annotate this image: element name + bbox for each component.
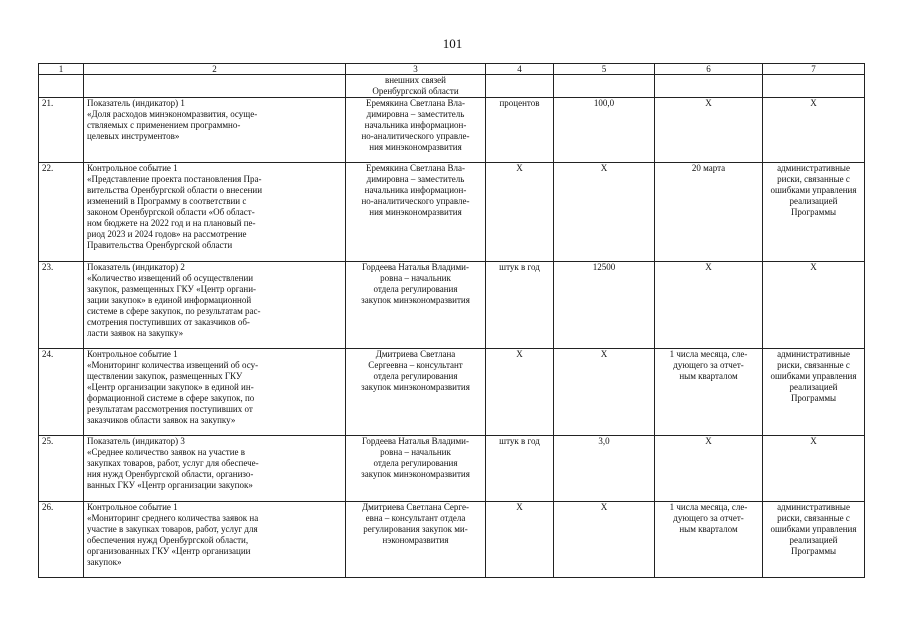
row-number: 21. bbox=[39, 98, 84, 163]
row-value: 3,0 bbox=[554, 436, 655, 502]
row-deadline: X bbox=[655, 262, 763, 349]
header-col-3: 3 bbox=[346, 64, 486, 75]
page-number: 101 bbox=[442, 36, 463, 51]
header-col-7: 7 bbox=[763, 64, 865, 75]
row-deadline: 1 числа месяца, сле- дующего за отчет- ным кварталом bbox=[655, 502, 763, 578]
table-row bbox=[39, 349, 865, 436]
row-number: 24. bbox=[39, 349, 84, 436]
continuation-col-7 bbox=[763, 75, 865, 98]
row-risks: административные риски, связанные с ошибками управления реализацией Программы bbox=[763, 349, 865, 436]
row-deadline: 1 числа месяца, сле- дующего за отчет- ным кварталом bbox=[655, 349, 763, 436]
plan-table bbox=[38, 63, 865, 578]
row-description: Показатель (индикатор) 1 «Доля расходов минэкономразвития, осуще- ствляемых с применением программно- целевых инструментов» bbox=[84, 98, 346, 163]
row-number: 22. bbox=[39, 163, 84, 262]
header-col-5: 5 bbox=[554, 64, 655, 75]
row-value: X bbox=[554, 502, 655, 578]
continuation-col-5 bbox=[554, 75, 655, 98]
row-responsible: Гордеева Наталья Владими- ровна – начальник отдела регулирования закупок минэкономразвития bbox=[346, 262, 486, 349]
row-number: 25. bbox=[39, 436, 84, 502]
row-deadline: X bbox=[655, 436, 763, 502]
row-description: Показатель (индикатор) 3 «Среднее количество заявок на участие в закупках товаров, работ, услуг для обеспече- ния нужд Оренбургской области, организо- ванных ГКУ «Центр организации закупок» bbox=[84, 436, 346, 502]
row-risks: административные риски, связанные с ошибками управления реализацией Программы bbox=[763, 163, 865, 262]
row-risks: административные риски, связанные с ошибками управления реализацией Программы bbox=[763, 502, 865, 578]
row-risks: X bbox=[763, 98, 865, 163]
table-row bbox=[39, 436, 865, 502]
continuation-col-4 bbox=[486, 75, 554, 98]
row-description: Показатель (индикатор) 2 «Количество извещений об осуществлении закупок, размещенных ГКУ «Центр органи- зации закупок» в единой информационной системе в сфере закупок, по результатам рас- смотрения поступивших от заказчиков об- ласти заявок на закупку» bbox=[84, 262, 346, 349]
row-description: Контрольное событие 1 «Мониторинг среднего количества заявок на участие в закупках товаров, работ, услуг для обеспечения нужд Оренбургской области, организованных ГКУ «Центр организации закупок» bbox=[84, 502, 346, 578]
column-number-row bbox=[39, 64, 865, 75]
row-unit: X bbox=[486, 502, 554, 578]
row-responsible: Еремякина Светлана Вла- димировна – заместитель начальника информацион- но-аналитического управле- ния минэкономразвития bbox=[346, 98, 486, 163]
row-unit: штук в год bbox=[486, 262, 554, 349]
row-unit: X bbox=[486, 163, 554, 262]
row-risks: X bbox=[763, 436, 865, 502]
row-deadline: X bbox=[655, 98, 763, 163]
row-responsible: Дмитриева Светлана Сергеевна – консультант отдела регулирования закупок минэкономразвития bbox=[346, 349, 486, 436]
row-description: Контрольное событие 1 «Представление проекта постановления Пра- вительства Оренбургской области о внесении изменений в Программу в соответствии с законом Оренбургской области «Об област- ном бюджете на 2022 год и на плановый пе- риод 2023 и 2024 годов» на рассмотрение Правительства Оренбургской области bbox=[84, 163, 346, 262]
row-value: 100,0 bbox=[554, 98, 655, 163]
row-responsible: Дмитриева Светлана Серге- евна – консультант отдела регулирования закупок ми- нэкономразвития bbox=[346, 502, 486, 578]
table-row bbox=[39, 502, 865, 578]
row-description: Контрольное событие 1 «Мониторинг количества извещений об осу- ществлении закупок, размещенных ГКУ «Центр организации закупок» в единой ин- формационной системе в сфере закупок, по результатам рассмотрения поступивших от заказчиков области заявок на закупку» bbox=[84, 349, 346, 436]
continuation-col-6 bbox=[655, 75, 763, 98]
header-col-2: 2 bbox=[84, 64, 346, 75]
header-col-6: 6 bbox=[655, 64, 763, 75]
row-deadline: 20 марта bbox=[655, 163, 763, 262]
row-number: 26. bbox=[39, 502, 84, 578]
row-value: 12500 bbox=[554, 262, 655, 349]
continuation-col-2 bbox=[84, 75, 346, 98]
row-unit: штук в год bbox=[486, 436, 554, 502]
header-col-4: 4 bbox=[486, 64, 554, 75]
table-row bbox=[39, 163, 865, 262]
table-row bbox=[39, 98, 865, 163]
header-col-1: 1 bbox=[39, 64, 84, 75]
row-number: 23. bbox=[39, 262, 84, 349]
continuation-col-3: внешних связей Оренбургской области bbox=[346, 75, 486, 98]
row-value: X bbox=[554, 349, 655, 436]
row-responsible: Гордеева Наталья Владими- ровна – начальник отдела регулирования закупок минэкономразвития bbox=[346, 436, 486, 502]
table-row bbox=[39, 262, 865, 349]
row-unit: X bbox=[486, 349, 554, 436]
row-risks: X bbox=[763, 262, 865, 349]
row-unit: процентов bbox=[486, 98, 554, 163]
row-value: X bbox=[554, 163, 655, 262]
continuation-col-1 bbox=[39, 75, 84, 98]
continuation-row bbox=[39, 75, 865, 98]
row-responsible: Еремякина Светлана Вла- димировна – заместитель начальника информацион- но-аналитического управле- ния минэкономразвития bbox=[346, 163, 486, 262]
